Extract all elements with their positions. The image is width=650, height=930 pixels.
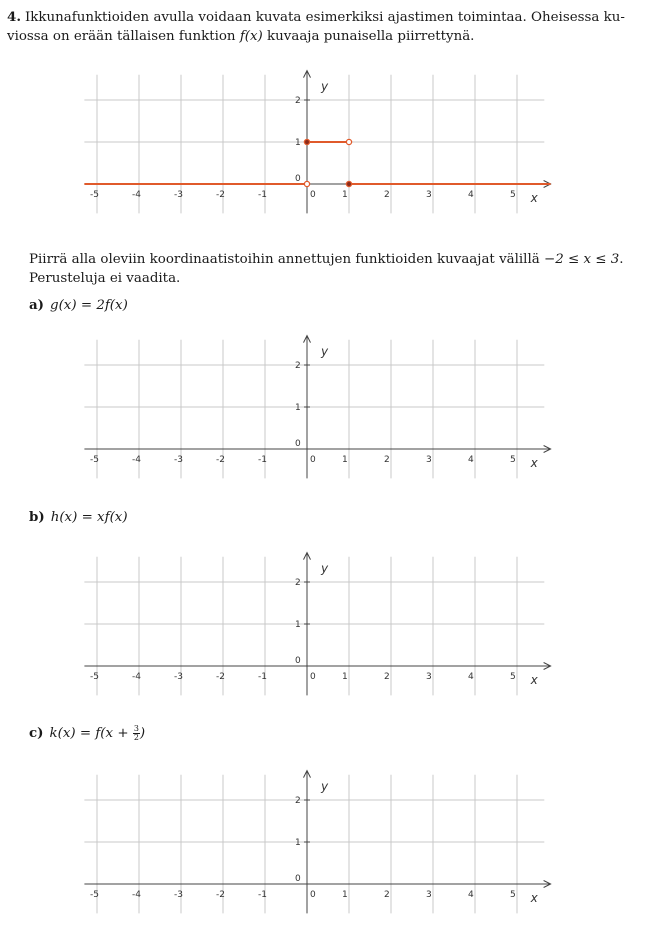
y-tick-label: 1 bbox=[295, 138, 301, 148]
x-axis-label: x bbox=[530, 891, 538, 905]
x-tick-label: 1 bbox=[342, 190, 348, 200]
x-tick-label: -5 bbox=[90, 190, 99, 200]
x-tick-label: 4 bbox=[468, 190, 474, 200]
x-tick-label: 2 bbox=[384, 455, 390, 465]
x-tick-label: 0 bbox=[310, 455, 316, 465]
instruction-interval: −2 ≤ x ≤ 3 bbox=[543, 252, 620, 267]
x-tick-label: -3 bbox=[174, 190, 183, 200]
x-tick-label: -5 bbox=[90, 672, 99, 682]
x-axis-label: x bbox=[530, 456, 538, 470]
x-axis-label: x bbox=[530, 191, 538, 205]
x-tick-label: -4 bbox=[132, 890, 141, 900]
x-tick-label: -2 bbox=[216, 890, 225, 900]
y-tick-label: 0 bbox=[295, 174, 301, 184]
part-b-formula: h(x) = xf(x) bbox=[50, 510, 128, 525]
x-tick-label: -3 bbox=[174, 455, 183, 465]
x-tick-label: -4 bbox=[132, 190, 141, 200]
instruction-text-2: . Perusteluja ei vaadita. bbox=[29, 252, 624, 286]
x-tick-label: -4 bbox=[132, 672, 141, 682]
x-tick-label: 2 bbox=[384, 190, 390, 200]
x-tick-label: -5 bbox=[90, 890, 99, 900]
x-tick-label: -4 bbox=[132, 455, 141, 465]
x-tick-label: 0 bbox=[310, 672, 316, 682]
problem-number: 4. bbox=[7, 9, 21, 25]
x-tick-label: 1 bbox=[342, 890, 348, 900]
y-axis-label: y bbox=[321, 79, 329, 94]
y-tick-label: 0 bbox=[295, 656, 301, 666]
x-tick-label: -5 bbox=[90, 455, 99, 465]
x-tick-label: -1 bbox=[258, 190, 267, 200]
x-tick-label: 5 bbox=[510, 190, 516, 200]
x-tick-label: 2 bbox=[384, 890, 390, 900]
y-tick-label: 2 bbox=[295, 578, 301, 588]
y-tick-label: 1 bbox=[295, 403, 301, 413]
part-c-letter: c) bbox=[29, 725, 44, 741]
part-a-letter: a) bbox=[29, 297, 45, 313]
x-tick-label: 1 bbox=[342, 455, 348, 465]
part-c-formula-left: k(x) = f(x + bbox=[49, 726, 133, 741]
y-tick-label: 0 bbox=[295, 439, 301, 449]
y-axis-label: y bbox=[321, 779, 329, 794]
part-a-formula: g(x) = 2f(x) bbox=[50, 298, 128, 313]
y-tick-label: 2 bbox=[295, 796, 301, 806]
x-tick-label: 5 bbox=[510, 890, 516, 900]
instruction-text-1: Piirrä alla oleviin koordinaatistoihin annettujen funktioiden kuvaajat välillä bbox=[29, 252, 544, 267]
x-tick-label: -2 bbox=[216, 190, 225, 200]
x-tick-label: 3 bbox=[426, 455, 432, 465]
intro-text-1: Ikkunafunktioiden avulla voidaan kuvata esimerkiksi ajastimen toimintaa. Oheisessa ku- viossa on erään tällaisen funktion bbox=[7, 10, 625, 44]
x-tick-label: -2 bbox=[216, 455, 225, 465]
fraction-denominator: 2 bbox=[133, 733, 139, 742]
x-tick-label: 0 bbox=[310, 190, 316, 200]
y-tick-label: 1 bbox=[295, 838, 301, 848]
x-tick-label: -3 bbox=[174, 672, 183, 682]
x-tick-label: 5 bbox=[510, 455, 516, 465]
part-b-letter: b) bbox=[29, 509, 45, 525]
part-c-formula-right: ) bbox=[139, 726, 146, 741]
y-tick-label: 1 bbox=[295, 620, 301, 630]
x-tick-label: -1 bbox=[258, 455, 267, 465]
x-tick-label: 5 bbox=[510, 672, 516, 682]
x-tick-label: 3 bbox=[426, 190, 432, 200]
y-tick-label: 2 bbox=[295, 96, 301, 106]
intro-function: f(x) bbox=[239, 29, 263, 44]
x-tick-label: 2 bbox=[384, 672, 390, 682]
intro-text-2: kuvaaja punaisella piirrettynä. bbox=[262, 29, 475, 44]
x-tick-label: 4 bbox=[468, 455, 474, 465]
x-tick-label: -1 bbox=[258, 890, 267, 900]
x-tick-label: 3 bbox=[426, 672, 432, 682]
y-tick-label: 0 bbox=[295, 874, 301, 884]
x-tick-label: 3 bbox=[426, 890, 432, 900]
x-tick-label: -1 bbox=[258, 672, 267, 682]
x-tick-label: 1 bbox=[342, 672, 348, 682]
x-tick-label: 0 bbox=[310, 890, 316, 900]
y-axis-label: y bbox=[321, 561, 329, 576]
x-axis-label: x bbox=[530, 673, 538, 687]
y-tick-label: 2 bbox=[295, 361, 301, 371]
x-tick-label: 4 bbox=[468, 672, 474, 682]
x-tick-label: -2 bbox=[216, 672, 225, 682]
x-tick-label: 4 bbox=[468, 890, 474, 900]
fraction-numerator: 3 bbox=[133, 724, 139, 733]
x-tick-label: -3 bbox=[174, 890, 183, 900]
y-axis-label: y bbox=[321, 344, 329, 359]
